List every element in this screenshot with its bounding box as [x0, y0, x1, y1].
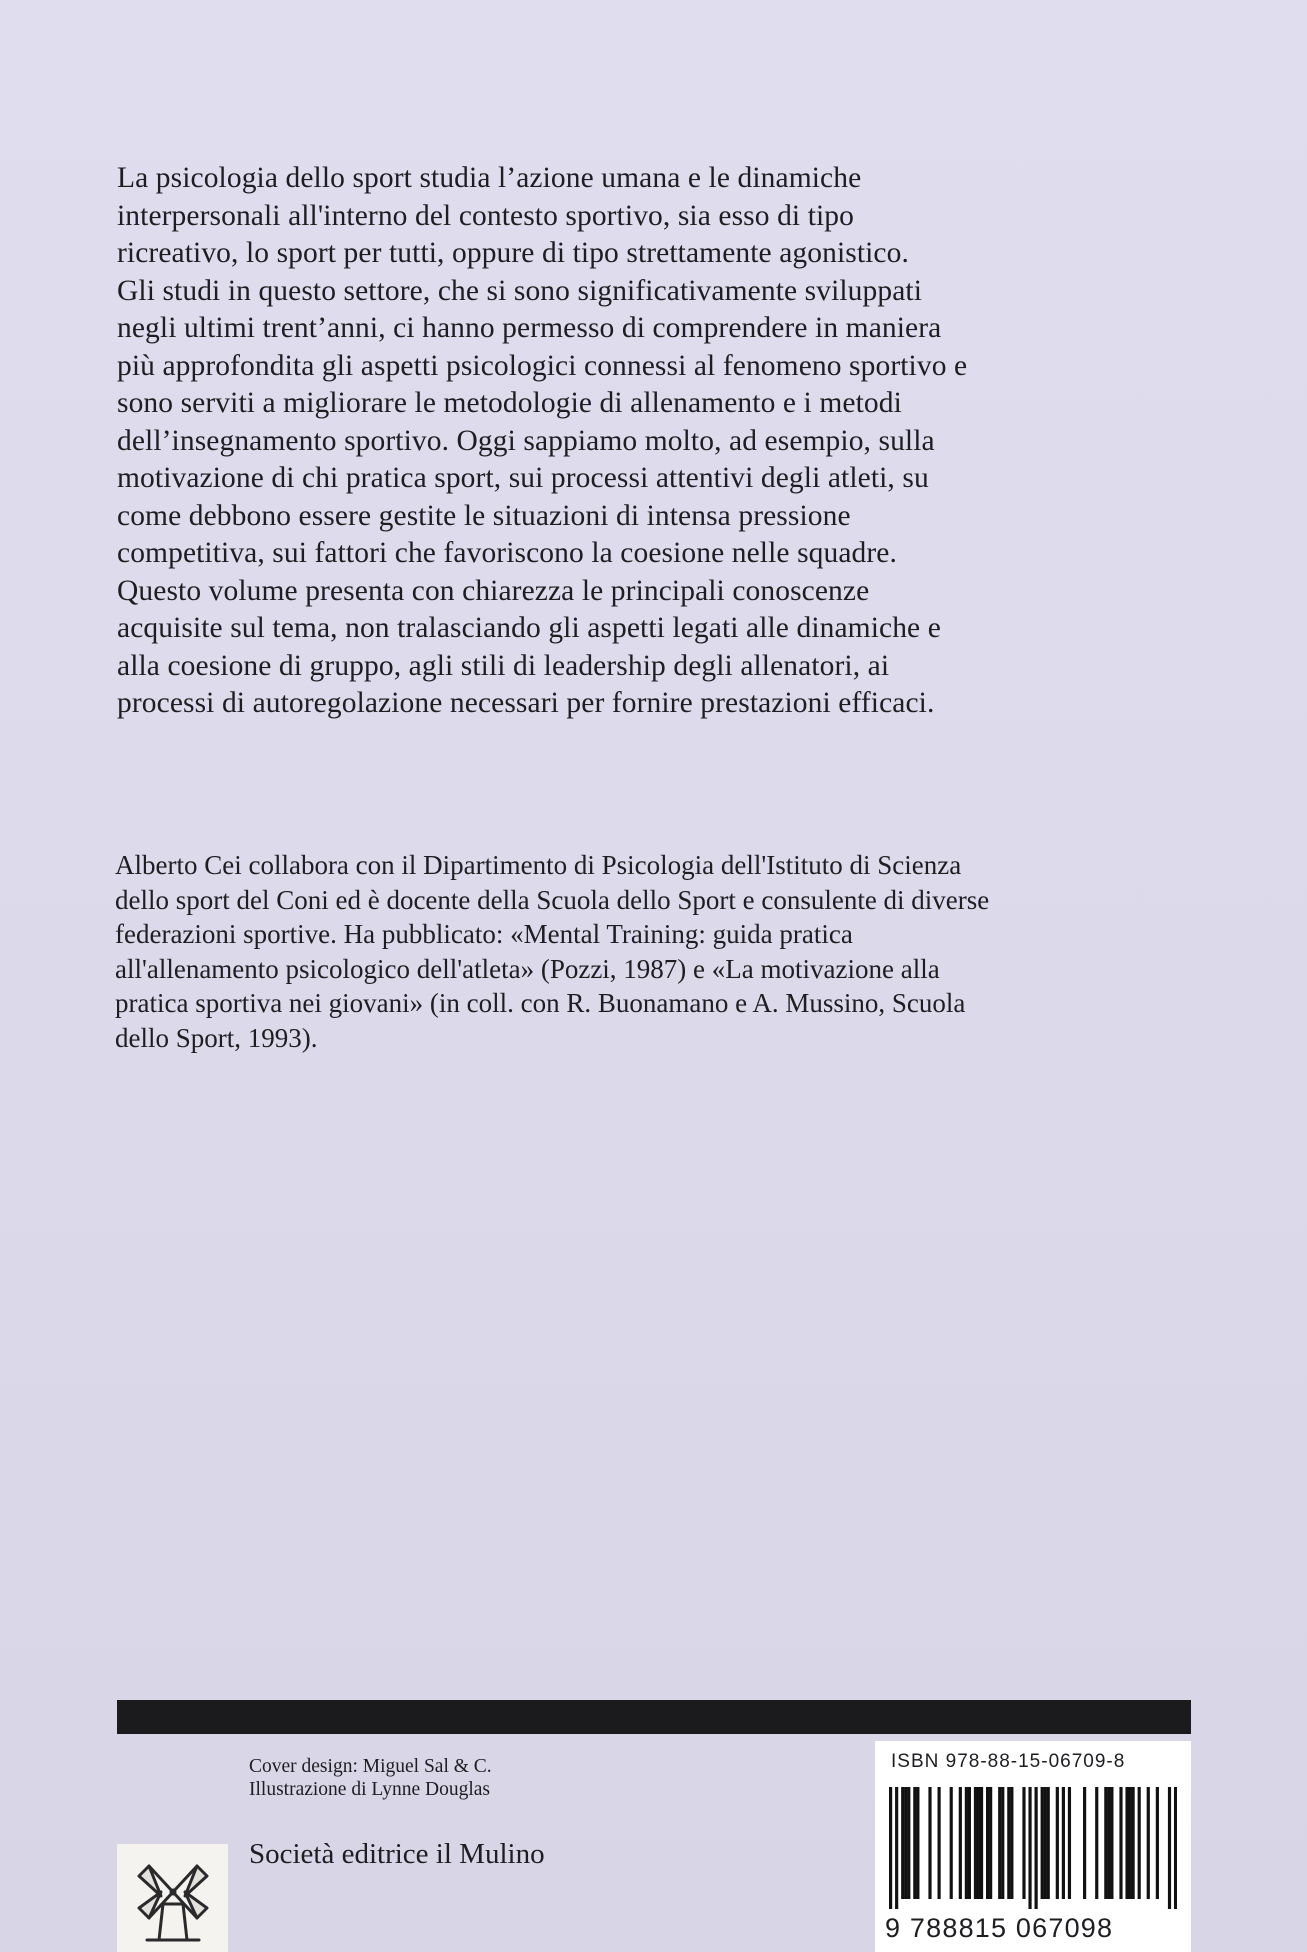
bio-line: pratica sportiva nei giovani» (in coll. con R. Buonamano e A. Mussino, Scuola [115, 988, 966, 1018]
barcode-bar [950, 1787, 953, 1899]
black-rule [117, 1700, 1191, 1734]
blurb-line: ricreativo, lo sport per tutti, oppure di tipo strettamente agonistico. [117, 237, 909, 269]
barcode-bar [965, 1787, 968, 1899]
barcode-bar [916, 1787, 919, 1899]
barcode-bar [1156, 1787, 1159, 1899]
barcode-bar [1110, 1787, 1113, 1899]
barcode-bar [968, 1787, 971, 1899]
bio-line: Alberto Cei collabora con il Dipartimento di Psicologia dell'Istituto di Scienza [115, 850, 962, 880]
publisher-name: Società editrice il Mulino [249, 1838, 545, 1870]
barcode-bar [1138, 1787, 1141, 1899]
bio-line: dello Sport, 1993). [115, 1022, 318, 1053]
blurb-line: competitiva, sui fattori che favoriscono la coesione nelle squadre. [117, 537, 897, 569]
blurb-line: acquisite sul tema, non tralasciando gli aspetti legati alle dinamiche e [117, 612, 941, 644]
barcode-bar [904, 1787, 907, 1899]
barcode-bar [1056, 1787, 1059, 1899]
barcode-bar [989, 1787, 992, 1899]
cover-design-credit: Cover design: Miguel Sal & C. [249, 1756, 492, 1777]
blurb-line: motivazione di chi pratica sport, sui processi attentivi degli atleti, su [117, 462, 929, 494]
barcode-bar [998, 1787, 1001, 1899]
barcode-bar [977, 1787, 980, 1899]
barcode-bar [1007, 1787, 1010, 1899]
blurb-line: alla coesione di gruppo, agli stili di leadership degli allenatori, ai [117, 649, 890, 682]
barcode-bar [913, 1787, 916, 1899]
barcode-bar [1041, 1787, 1044, 1899]
barcode-bar [895, 1787, 898, 1909]
blurb-line: processi di autoregolazione necessari per fornire prestazioni efficaci. [117, 687, 935, 719]
blurb-line: sono serviti a migliorare le metodologie di allenamento e i metodi [117, 387, 902, 419]
blurb-line: Questo volume presenta con chiarezza le principali conoscenze [117, 574, 870, 607]
author-bio [115, 848, 1195, 1055]
barcode-bar [1047, 1787, 1050, 1899]
barcode-bar [1001, 1787, 1004, 1899]
barcode-bar [1010, 1787, 1013, 1899]
blurb-line: Gli studi in questo settore, che si sono significativamente sviluppati [117, 274, 923, 307]
illustration-credit: Illustrazione di Lynne Douglas [249, 1779, 490, 1800]
barcode-bar [1083, 1787, 1086, 1899]
blurb-line: dell’insegnamento sportivo. Oggi sappiamo molto, ad esempio, sulla [117, 424, 935, 457]
barcode-bar [974, 1787, 977, 1899]
cover-credits [249, 1755, 492, 1801]
barcode-bar [1104, 1787, 1107, 1899]
barcode-bar [1022, 1787, 1025, 1899]
barcode-bar [1068, 1787, 1071, 1899]
barcode-bar [1028, 1787, 1031, 1909]
book-blurb [117, 160, 1187, 723]
barcode-bar [1147, 1787, 1150, 1899]
barcode-bars [889, 1787, 1177, 1909]
barcode-bar [889, 1787, 892, 1909]
blurb-line: come debbono essere gestite le situazioni di intensa pressione [117, 499, 851, 532]
isbn-text: ISBN 978-88-15-06709-8 [891, 1751, 1126, 1772]
bio-line: all'allenamento psicologico dell'atleta» (Pozzi, 1987) e «La motivazione alla [115, 953, 940, 984]
barcode-bar [928, 1787, 931, 1899]
barcode-bar [901, 1787, 904, 1899]
windmill-icon [117, 1844, 228, 1952]
bio-line: dello sport del Coni ed è docente della Scuola dello Sport e consulente di diverse [115, 884, 990, 915]
barcode-bar [986, 1787, 989, 1899]
isbn-barcode [875, 1741, 1191, 1952]
barcode-bar [1174, 1787, 1177, 1909]
blurb-line: più approfondita gli aspetti psicologici connessi al fenomeno sportivo e [117, 349, 968, 382]
barcode-bar [1128, 1787, 1131, 1899]
barcode-bar [980, 1787, 983, 1899]
blurb-line: La psicologia dello sport studia l’azione umana e le dinamiche [117, 162, 862, 194]
blurb-line: negli ultimi trent’anni, ci hanno permesso di comprendere in maniera [117, 312, 942, 344]
barcode-bar [1119, 1787, 1122, 1899]
barcode-bar [1062, 1787, 1065, 1899]
barcode-bar [1107, 1787, 1110, 1899]
blurb-line: interpersonali all'interno del contesto sportivo, sia esso di tipo [117, 199, 854, 232]
barcode-bar [1044, 1787, 1047, 1899]
barcode-bar [1095, 1787, 1098, 1899]
barcode-bar [907, 1787, 910, 1899]
barcode-bar [938, 1787, 941, 1899]
barcode-bar [1125, 1787, 1128, 1899]
barcode-bar [1132, 1787, 1135, 1899]
barcode-bar [959, 1787, 962, 1899]
bio-line: federazioni sportive. Ha pubblicato: «Mental Training: guida pratica [115, 919, 853, 949]
barcode-digits: 9 788815 067098 [885, 1913, 1114, 1943]
barcode-bar [1035, 1787, 1038, 1909]
barcode-bar [1168, 1787, 1171, 1909]
